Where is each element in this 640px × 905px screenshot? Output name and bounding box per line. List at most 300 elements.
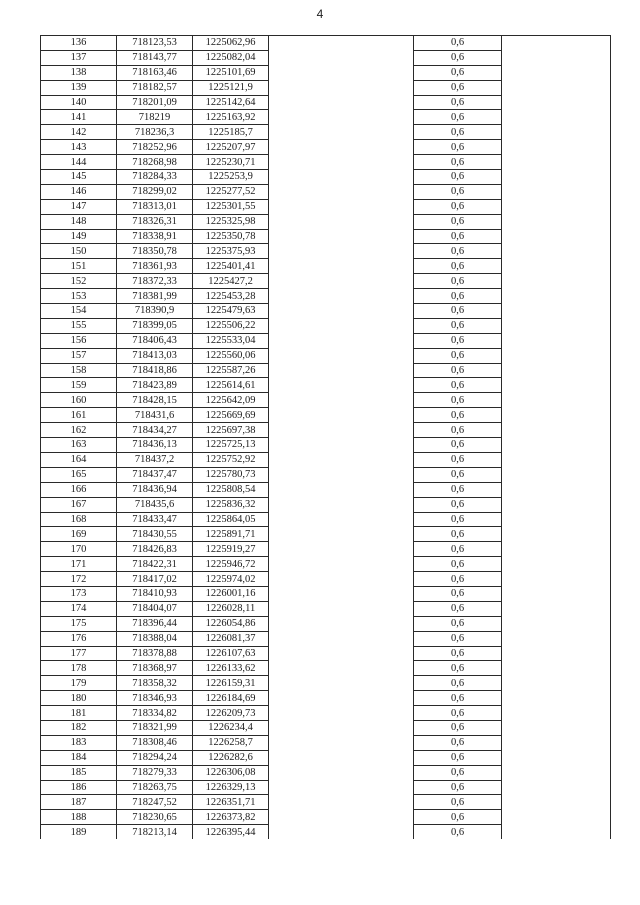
x-coordinate-cell: 718437,47	[117, 467, 193, 482]
value-cell: 0,6	[414, 810, 502, 825]
value-cell: 0,6	[414, 765, 502, 780]
y-coordinate-cell: 1225453,28	[193, 289, 269, 304]
y-coordinate-cell: 1225185,7	[193, 125, 269, 140]
table-row	[41, 259, 611, 274]
value-cell: 0,6	[414, 691, 502, 706]
value-cell: 0,6	[414, 363, 502, 378]
x-coordinate-cell: 718413,03	[117, 348, 193, 363]
table-row	[41, 676, 611, 691]
value-cell: 0,6	[414, 348, 502, 363]
x-coordinate-cell: 718431,6	[117, 408, 193, 423]
empty-cell	[502, 542, 611, 557]
table-row	[41, 631, 611, 646]
y-coordinate-cell: 1226306,08	[193, 765, 269, 780]
empty-cell	[502, 691, 611, 706]
empty-cell	[502, 512, 611, 527]
value-cell: 0,6	[414, 497, 502, 512]
x-coordinate-cell: 718399,05	[117, 318, 193, 333]
empty-cell	[502, 735, 611, 750]
empty-cell	[502, 229, 611, 244]
empty-cell	[502, 214, 611, 229]
y-coordinate-cell: 1226209,73	[193, 706, 269, 721]
table-row	[41, 110, 611, 125]
x-coordinate-cell: 718406,43	[117, 333, 193, 348]
y-coordinate-cell: 1225142,64	[193, 95, 269, 110]
y-coordinate-cell: 1226107,63	[193, 646, 269, 661]
table-row	[41, 214, 611, 229]
empty-cell	[269, 586, 414, 601]
value-cell: 0,6	[414, 110, 502, 125]
value-cell: 0,6	[414, 125, 502, 140]
y-coordinate-cell: 1225919,27	[193, 542, 269, 557]
y-coordinate-cell: 1225697,38	[193, 423, 269, 438]
empty-cell	[269, 497, 414, 512]
empty-cell	[269, 750, 414, 765]
y-coordinate-cell: 1226351,71	[193, 795, 269, 810]
y-coordinate-cell: 1225891,71	[193, 527, 269, 542]
value-cell: 0,6	[414, 557, 502, 572]
x-coordinate-cell: 718230,65	[117, 810, 193, 825]
value-cell: 0,6	[414, 199, 502, 214]
y-coordinate-cell: 1225506,22	[193, 318, 269, 333]
table-row	[41, 706, 611, 721]
value-cell: 0,6	[414, 601, 502, 616]
point-number-cell: 180	[41, 691, 117, 706]
empty-cell	[502, 155, 611, 170]
point-number-cell: 149	[41, 229, 117, 244]
x-coordinate-cell: 718396,44	[117, 616, 193, 631]
empty-cell	[502, 363, 611, 378]
empty-cell	[502, 586, 611, 601]
x-coordinate-cell: 718350,78	[117, 244, 193, 259]
y-coordinate-cell: 1226054,86	[193, 616, 269, 631]
table-row	[41, 378, 611, 393]
empty-cell	[269, 259, 414, 274]
x-coordinate-cell: 718434,27	[117, 423, 193, 438]
empty-cell	[269, 304, 414, 319]
table-row	[41, 199, 611, 214]
point-number-cell: 178	[41, 661, 117, 676]
point-number-cell: 146	[41, 184, 117, 199]
y-coordinate-cell: 1225974,02	[193, 572, 269, 587]
page-number: 4	[316, 7, 324, 21]
table-row	[41, 527, 611, 542]
table-row	[41, 825, 611, 839]
y-coordinate-cell: 1225864,05	[193, 512, 269, 527]
empty-cell	[269, 184, 414, 199]
y-coordinate-cell: 1226258,7	[193, 735, 269, 750]
point-number-cell: 183	[41, 735, 117, 750]
y-coordinate-cell: 1225062,96	[193, 36, 269, 51]
empty-cell	[269, 363, 414, 378]
value-cell: 0,6	[414, 438, 502, 453]
point-number-cell: 168	[41, 512, 117, 527]
y-coordinate-cell: 1225163,92	[193, 110, 269, 125]
x-coordinate-cell: 718372,33	[117, 274, 193, 289]
table-row	[41, 274, 611, 289]
value-cell: 0,6	[414, 274, 502, 289]
table-row	[41, 512, 611, 527]
empty-cell	[269, 65, 414, 80]
y-coordinate-cell: 1226081,37	[193, 631, 269, 646]
empty-cell	[502, 616, 611, 631]
table-row	[41, 363, 611, 378]
empty-cell	[269, 765, 414, 780]
empty-cell	[269, 512, 414, 527]
y-coordinate-cell: 1225725,13	[193, 438, 269, 453]
x-coordinate-cell: 718423,89	[117, 378, 193, 393]
empty-cell	[502, 199, 611, 214]
value-cell: 0,6	[414, 482, 502, 497]
table-row	[41, 333, 611, 348]
y-coordinate-cell: 1226159,31	[193, 676, 269, 691]
y-coordinate-cell: 1226001,16	[193, 586, 269, 601]
empty-cell	[502, 527, 611, 542]
point-number-cell: 189	[41, 825, 117, 839]
empty-cell	[502, 348, 611, 363]
table-row	[41, 318, 611, 333]
empty-cell	[269, 572, 414, 587]
table-row	[41, 586, 611, 601]
empty-cell	[269, 527, 414, 542]
empty-cell	[502, 80, 611, 95]
value-cell: 0,6	[414, 184, 502, 199]
x-coordinate-cell: 718338,91	[117, 229, 193, 244]
table-row	[41, 36, 611, 51]
table-row	[41, 691, 611, 706]
empty-cell	[269, 393, 414, 408]
table-row	[41, 65, 611, 80]
value-cell: 0,6	[414, 408, 502, 423]
table-row	[41, 557, 611, 572]
empty-cell	[269, 810, 414, 825]
empty-cell	[269, 706, 414, 721]
empty-cell	[269, 110, 414, 125]
y-coordinate-cell: 1225101,69	[193, 65, 269, 80]
x-coordinate-cell: 718268,98	[117, 155, 193, 170]
point-number-cell: 188	[41, 810, 117, 825]
point-number-cell: 166	[41, 482, 117, 497]
empty-cell	[269, 780, 414, 795]
value-cell: 0,6	[414, 646, 502, 661]
value-cell: 0,6	[414, 423, 502, 438]
empty-cell	[269, 378, 414, 393]
value-cell: 0,6	[414, 318, 502, 333]
x-coordinate-cell: 718279,33	[117, 765, 193, 780]
point-number-cell: 151	[41, 259, 117, 274]
point-number-cell: 185	[41, 765, 117, 780]
point-number-cell: 179	[41, 676, 117, 691]
point-number-cell: 177	[41, 646, 117, 661]
y-coordinate-cell: 1226133,62	[193, 661, 269, 676]
value-cell: 0,6	[414, 244, 502, 259]
value-cell: 0,6	[414, 452, 502, 467]
empty-cell	[269, 289, 414, 304]
empty-cell	[502, 482, 611, 497]
point-number-cell: 143	[41, 140, 117, 155]
point-number-cell: 175	[41, 616, 117, 631]
empty-cell	[502, 557, 611, 572]
x-coordinate-cell: 718418,86	[117, 363, 193, 378]
x-coordinate-cell: 718436,13	[117, 438, 193, 453]
point-number-cell: 158	[41, 363, 117, 378]
point-number-cell: 160	[41, 393, 117, 408]
point-number-cell: 161	[41, 408, 117, 423]
x-coordinate-cell: 718326,31	[117, 214, 193, 229]
table-row	[41, 170, 611, 185]
x-coordinate-cell: 718219	[117, 110, 193, 125]
x-coordinate-cell: 718358,32	[117, 676, 193, 691]
x-coordinate-cell: 718435,6	[117, 497, 193, 512]
y-coordinate-cell: 1225587,26	[193, 363, 269, 378]
x-coordinate-cell: 718334,82	[117, 706, 193, 721]
point-number-cell: 184	[41, 750, 117, 765]
empty-cell	[269, 199, 414, 214]
y-coordinate-cell: 1225301,55	[193, 199, 269, 214]
empty-cell	[502, 720, 611, 735]
y-coordinate-cell: 1226395,44	[193, 825, 269, 839]
y-coordinate-cell: 1225560,06	[193, 348, 269, 363]
point-number-cell: 148	[41, 214, 117, 229]
point-number-cell: 137	[41, 50, 117, 65]
empty-cell	[502, 110, 611, 125]
table-row	[41, 482, 611, 497]
y-coordinate-cell: 1225946,72	[193, 557, 269, 572]
value-cell: 0,6	[414, 467, 502, 482]
point-number-cell: 154	[41, 304, 117, 319]
point-number-cell: 187	[41, 795, 117, 810]
empty-cell	[502, 825, 611, 839]
y-coordinate-cell: 1226373,82	[193, 810, 269, 825]
y-coordinate-cell: 1225230,71	[193, 155, 269, 170]
point-number-cell: 145	[41, 170, 117, 185]
empty-cell	[502, 795, 611, 810]
empty-cell	[502, 95, 611, 110]
value-cell: 0,6	[414, 825, 502, 839]
x-coordinate-cell: 718294,24	[117, 750, 193, 765]
empty-cell	[269, 80, 414, 95]
value-cell: 0,6	[414, 229, 502, 244]
table-row	[41, 795, 611, 810]
value-cell: 0,6	[414, 378, 502, 393]
empty-cell	[502, 408, 611, 423]
table-row	[41, 452, 611, 467]
value-cell: 0,6	[414, 631, 502, 646]
x-coordinate-cell: 718426,83	[117, 542, 193, 557]
point-number-cell: 182	[41, 720, 117, 735]
empty-cell	[269, 229, 414, 244]
empty-cell	[502, 289, 611, 304]
value-cell: 0,6	[414, 140, 502, 155]
empty-cell	[269, 214, 414, 229]
table-row	[41, 408, 611, 423]
value-cell: 0,6	[414, 155, 502, 170]
empty-cell	[502, 184, 611, 199]
table-row	[41, 348, 611, 363]
value-cell: 0,6	[414, 661, 502, 676]
point-number-cell: 141	[41, 110, 117, 125]
table-row	[41, 467, 611, 482]
table-row	[41, 735, 611, 750]
table-row	[41, 304, 611, 319]
y-coordinate-cell: 1225479,63	[193, 304, 269, 319]
empty-cell	[502, 244, 611, 259]
empty-cell	[269, 661, 414, 676]
empty-cell	[502, 259, 611, 274]
empty-cell	[269, 825, 414, 839]
point-number-cell: 140	[41, 95, 117, 110]
empty-cell	[269, 616, 414, 631]
x-coordinate-cell: 718313,01	[117, 199, 193, 214]
point-number-cell: 181	[41, 706, 117, 721]
x-coordinate-cell: 718437,2	[117, 452, 193, 467]
value-cell: 0,6	[414, 750, 502, 765]
value-cell: 0,6	[414, 50, 502, 65]
table-row	[41, 780, 611, 795]
y-coordinate-cell: 1225375,93	[193, 244, 269, 259]
value-cell: 0,6	[414, 512, 502, 527]
point-number-cell: 165	[41, 467, 117, 482]
point-number-cell: 156	[41, 333, 117, 348]
y-coordinate-cell: 1225836,32	[193, 497, 269, 512]
empty-cell	[502, 765, 611, 780]
x-coordinate-cell: 718436,94	[117, 482, 193, 497]
table-row	[41, 289, 611, 304]
y-coordinate-cell: 1225669,69	[193, 408, 269, 423]
table-row	[41, 229, 611, 244]
value-cell: 0,6	[414, 289, 502, 304]
y-coordinate-cell: 1226329,13	[193, 780, 269, 795]
empty-cell	[502, 438, 611, 453]
x-coordinate-cell: 718378,88	[117, 646, 193, 661]
empty-cell	[269, 542, 414, 557]
table-row	[41, 50, 611, 65]
y-coordinate-cell: 1225752,92	[193, 452, 269, 467]
x-coordinate-cell: 718321,99	[117, 720, 193, 735]
empty-cell	[269, 601, 414, 616]
empty-cell	[269, 333, 414, 348]
point-number-cell: 136	[41, 36, 117, 51]
point-number-cell: 171	[41, 557, 117, 572]
x-coordinate-cell: 718381,99	[117, 289, 193, 304]
value-cell: 0,6	[414, 304, 502, 319]
y-coordinate-cell: 1226234,4	[193, 720, 269, 735]
empty-cell	[502, 810, 611, 825]
x-coordinate-cell: 718417,02	[117, 572, 193, 587]
empty-cell	[502, 170, 611, 185]
table-row	[41, 572, 611, 587]
x-coordinate-cell: 718433,47	[117, 512, 193, 527]
value-cell: 0,6	[414, 780, 502, 795]
x-coordinate-cell: 718213,14	[117, 825, 193, 839]
coordinates-table	[40, 35, 611, 839]
empty-cell	[269, 795, 414, 810]
x-coordinate-cell: 718308,46	[117, 735, 193, 750]
empty-cell	[502, 65, 611, 80]
x-coordinate-cell: 718263,75	[117, 780, 193, 795]
empty-cell	[269, 676, 414, 691]
empty-cell	[502, 572, 611, 587]
point-number-cell: 173	[41, 586, 117, 601]
y-coordinate-cell: 1225121,9	[193, 80, 269, 95]
empty-cell	[269, 155, 414, 170]
value-cell: 0,6	[414, 616, 502, 631]
empty-cell	[269, 125, 414, 140]
x-coordinate-cell: 718284,33	[117, 170, 193, 185]
point-number-cell: 142	[41, 125, 117, 140]
value-cell: 0,6	[414, 586, 502, 601]
y-coordinate-cell: 1225277,52	[193, 184, 269, 199]
empty-cell	[502, 646, 611, 661]
empty-cell	[502, 378, 611, 393]
x-coordinate-cell: 718422,31	[117, 557, 193, 572]
table-row	[41, 423, 611, 438]
table-row	[41, 750, 611, 765]
table-row	[41, 661, 611, 676]
empty-cell	[269, 735, 414, 750]
x-coordinate-cell: 718163,46	[117, 65, 193, 80]
empty-cell	[502, 393, 611, 408]
table-row	[41, 140, 611, 155]
point-number-cell: 176	[41, 631, 117, 646]
point-number-cell: 138	[41, 65, 117, 80]
empty-cell	[502, 601, 611, 616]
point-number-cell: 163	[41, 438, 117, 453]
empty-cell	[502, 140, 611, 155]
empty-cell	[502, 631, 611, 646]
empty-cell	[269, 452, 414, 467]
x-coordinate-cell: 718428,15	[117, 393, 193, 408]
empty-cell	[269, 408, 414, 423]
x-coordinate-cell: 718201,09	[117, 95, 193, 110]
point-number-cell: 162	[41, 423, 117, 438]
value-cell: 0,6	[414, 65, 502, 80]
empty-cell	[269, 482, 414, 497]
y-coordinate-cell: 1225427,2	[193, 274, 269, 289]
empty-cell	[502, 706, 611, 721]
empty-cell	[269, 170, 414, 185]
point-number-cell: 159	[41, 378, 117, 393]
point-number-cell: 170	[41, 542, 117, 557]
coordinates-table-body	[41, 36, 611, 840]
empty-cell	[269, 646, 414, 661]
empty-cell	[502, 333, 611, 348]
point-number-cell: 169	[41, 527, 117, 542]
table-row	[41, 155, 611, 170]
table-row	[41, 601, 611, 616]
table-row	[41, 244, 611, 259]
value-cell: 0,6	[414, 214, 502, 229]
point-number-cell: 144	[41, 155, 117, 170]
x-coordinate-cell: 718388,04	[117, 631, 193, 646]
value-cell: 0,6	[414, 542, 502, 557]
x-coordinate-cell: 718299,02	[117, 184, 193, 199]
x-coordinate-cell: 718182,57	[117, 80, 193, 95]
y-coordinate-cell: 1225401,41	[193, 259, 269, 274]
empty-cell	[502, 125, 611, 140]
empty-cell	[269, 720, 414, 735]
value-cell: 0,6	[414, 735, 502, 750]
x-coordinate-cell: 718390,9	[117, 304, 193, 319]
x-coordinate-cell: 718368,97	[117, 661, 193, 676]
empty-cell	[502, 452, 611, 467]
empty-cell	[502, 274, 611, 289]
empty-cell	[269, 557, 414, 572]
y-coordinate-cell: 1225642,09	[193, 393, 269, 408]
value-cell: 0,6	[414, 393, 502, 408]
empty-cell	[502, 497, 611, 512]
empty-cell	[269, 318, 414, 333]
